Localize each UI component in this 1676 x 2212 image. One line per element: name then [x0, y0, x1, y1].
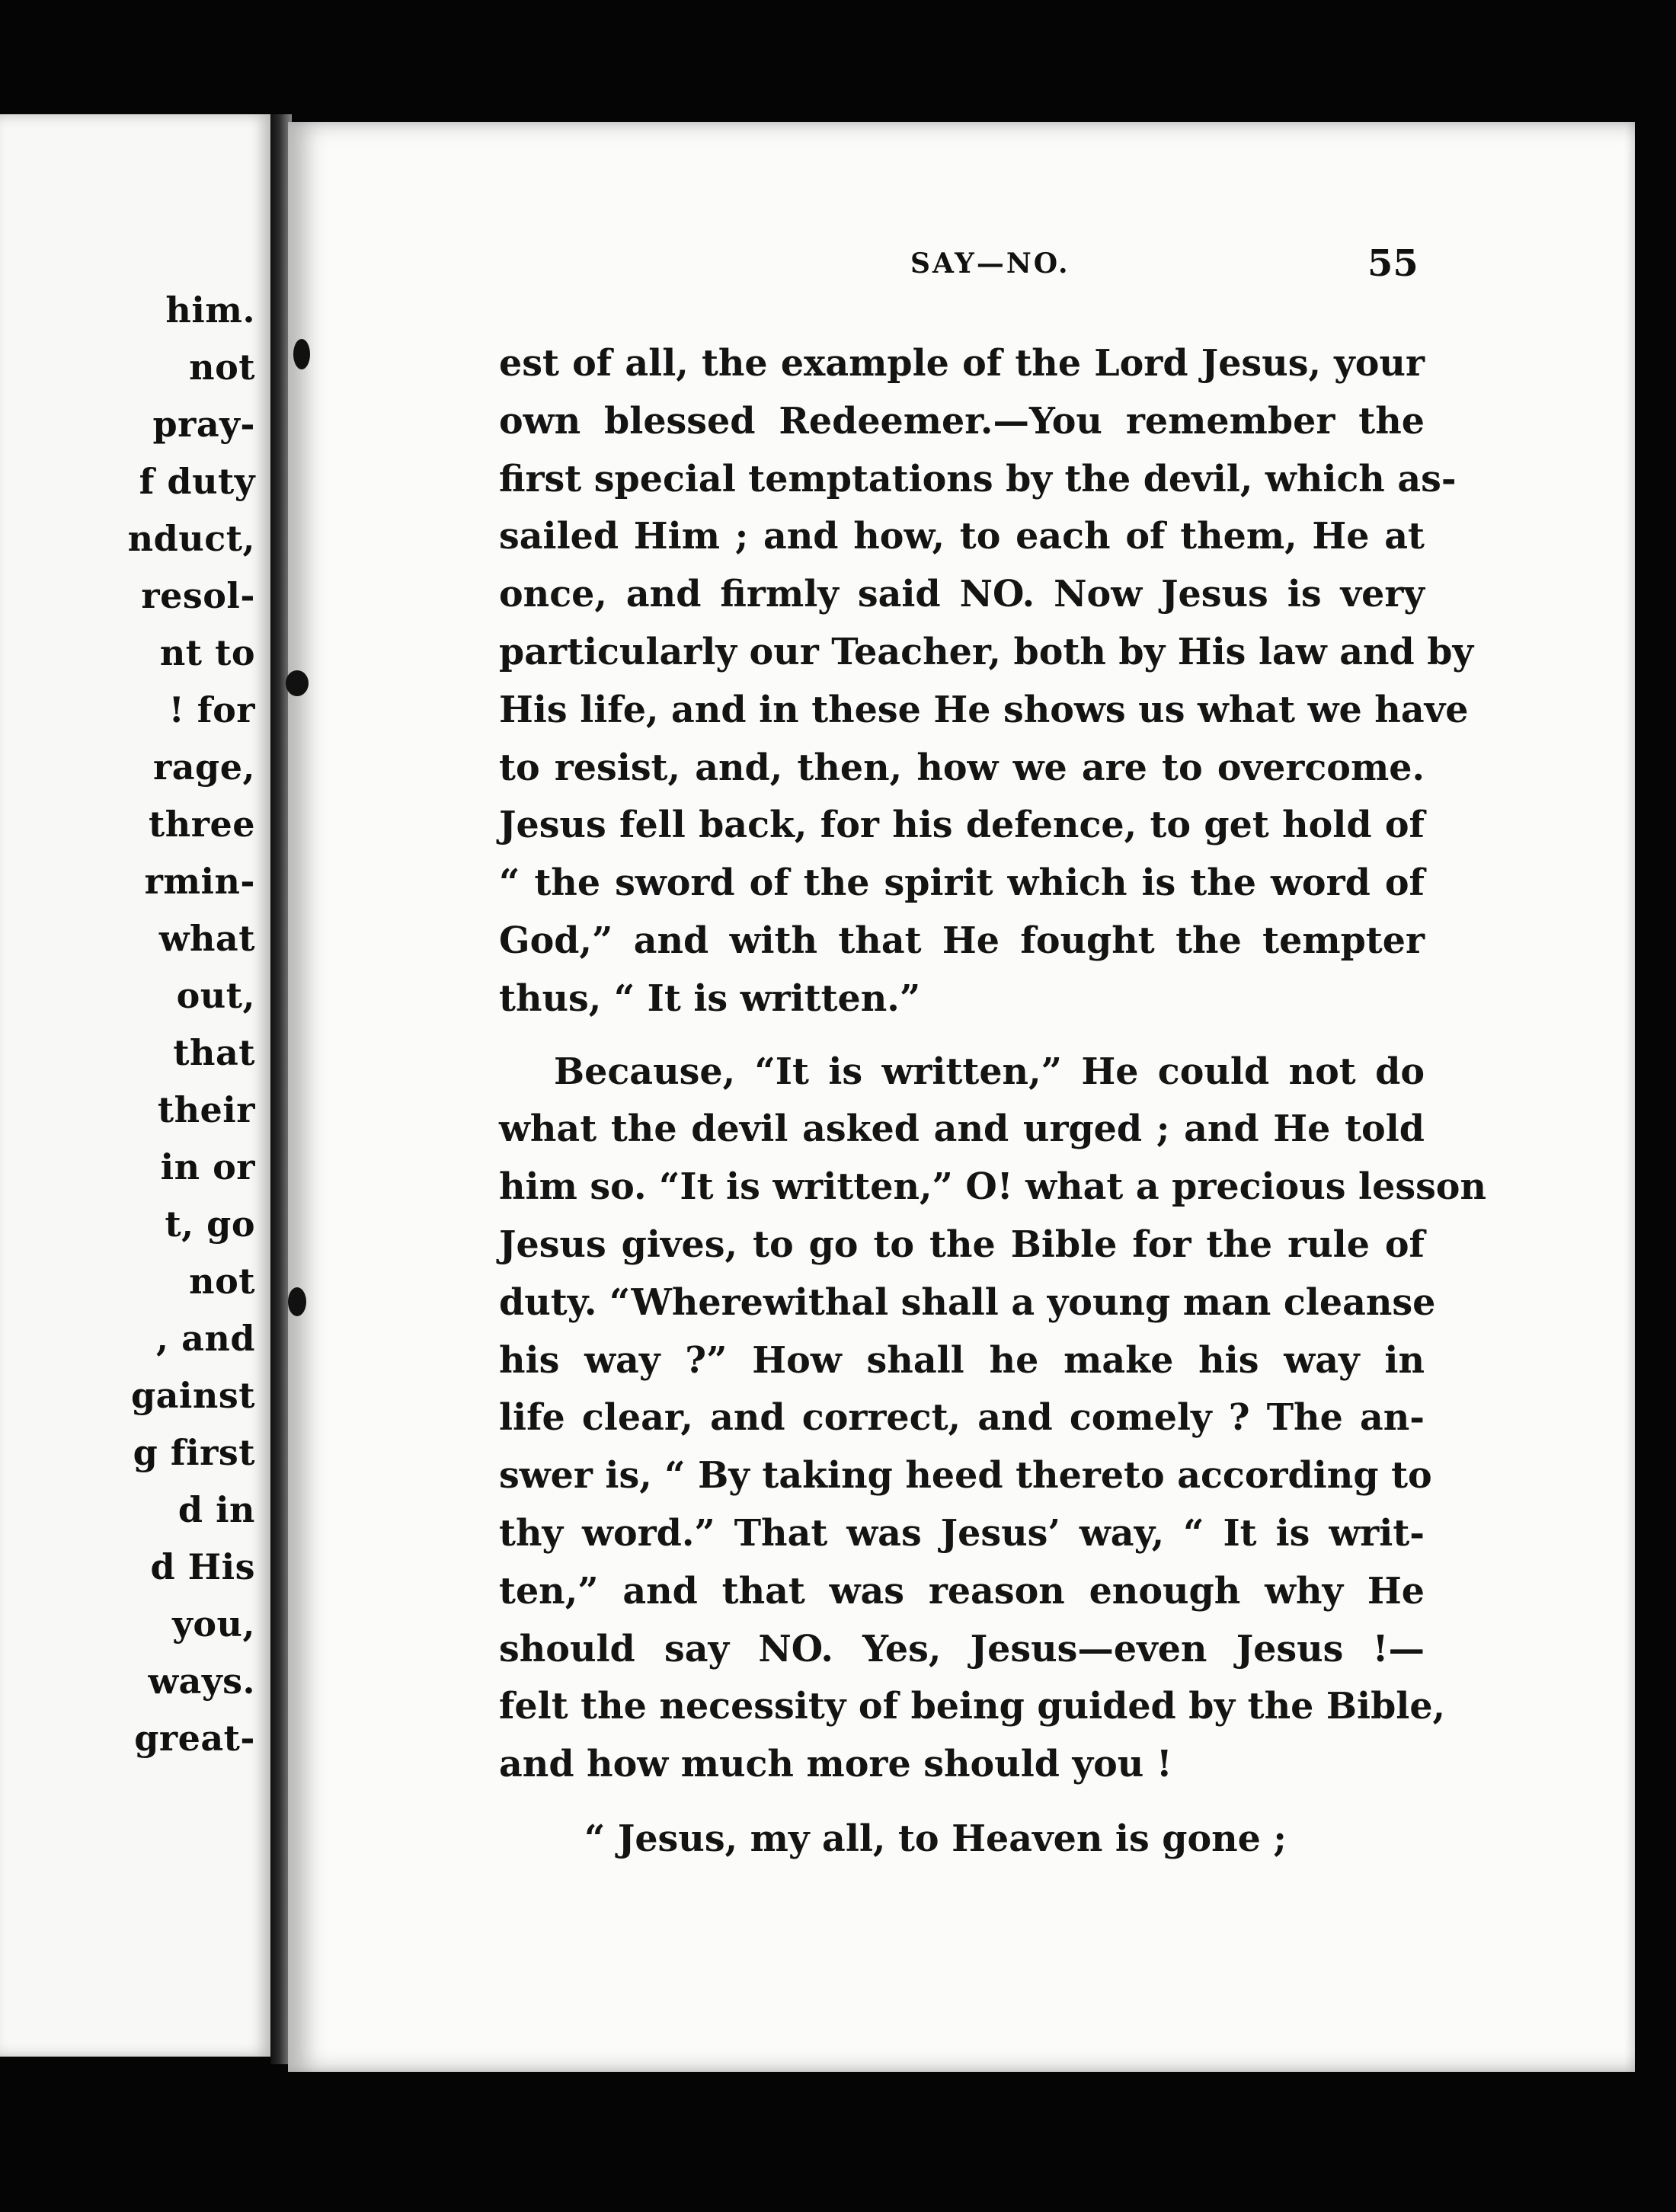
text-line: should say NO. Yes, Jesus—even Jesus !—	[499, 1627, 1425, 1670]
left-page-line: that	[173, 1032, 255, 1073]
text-line: once, and firmly said NO. Now Jesus is very	[499, 573, 1425, 616]
text-line: swer is, “ By taking heed thereto according to	[499, 1454, 1432, 1498]
left-page-line: their	[157, 1089, 255, 1130]
text-line: him so. “It is written,” O! what a precious lesson	[499, 1165, 1487, 1209]
text-line: “ the sword of the spirit which is the word of	[499, 861, 1425, 905]
text-line: felt the necessity of being guided by the Bible,	[499, 1685, 1446, 1728]
left-page-line: nt to	[159, 632, 255, 673]
text-line: Because, “It is written,” He could not do	[554, 1050, 1425, 1093]
text-line: thy word.” That was Jesus’ way, “ It is writ-	[499, 1511, 1425, 1555]
left-page-line: ways.	[148, 1661, 255, 1702]
left-page-line: not	[189, 347, 255, 388]
left-page-line: gainst	[130, 1375, 255, 1416]
text-line: life clear, and correct, and comely ? The an-	[499, 1396, 1425, 1440]
text-line: Jesus gives, to go to the Bible for the rule of	[499, 1223, 1425, 1266]
text-line: est of all, the example of the Lord Jesus, your	[499, 342, 1425, 385]
left-page-line: three	[149, 804, 255, 845]
binding-thread-mark	[288, 1287, 306, 1316]
text-line: own blessed Redeemer.—You remember the	[499, 399, 1425, 443]
left-page-line: pray-	[152, 404, 255, 445]
text-line: Jesus fell back, for his defence, to get hold of	[499, 804, 1425, 847]
running-head: SAY—NO.	[910, 248, 1070, 280]
verse-line: “ Jesus, my all, to Heaven is gone ;	[584, 1817, 1287, 1860]
left-page-line: what	[158, 918, 255, 959]
left-page-line: great-	[134, 1718, 255, 1759]
binding-thread-mark	[293, 339, 310, 369]
left-page-line: in or	[160, 1146, 255, 1188]
text-line: particularly our Teacher, both by His law and by	[499, 630, 1474, 673]
text-line: what the devil asked and urged ; and He told	[499, 1108, 1425, 1151]
left-page-line: you,	[172, 1603, 255, 1645]
text-line: His life, and in these He shows us what we have	[499, 688, 1469, 731]
left-page-line: rmin-	[144, 861, 255, 902]
left-page-line: not	[189, 1261, 255, 1302]
body-text	[499, 335, 1487, 1868]
text-line: God,” and with that He fought the tempter	[499, 919, 1425, 962]
text-line: his way ?” How shall he make his way in	[499, 1338, 1425, 1382]
left-page-line: out,	[176, 975, 255, 1016]
text-line: and how much more should you !	[499, 1743, 1172, 1786]
paragraph-2	[499, 1044, 1487, 1794]
left-page-line: f duty	[139, 461, 255, 502]
text-line: to resist, and, then, how we are to overcome.	[499, 746, 1425, 789]
text-line: thus, “ It is written.”	[499, 977, 921, 1020]
left-page-line: resol-	[141, 575, 255, 616]
left-page-line: ! for	[168, 689, 255, 730]
binding-thread-mark	[286, 670, 309, 696]
left-page-line: t, go	[165, 1203, 255, 1245]
left-facing-page	[0, 114, 270, 2057]
text-line: first special temptations by the devil, which as-	[499, 457, 1457, 500]
page-number: 55	[1367, 242, 1419, 285]
paragraph-gap	[499, 1028, 1425, 1044]
left-page-line: rage,	[153, 746, 255, 788]
paragraph-1	[499, 335, 1474, 1028]
left-page-line: , and	[156, 1318, 255, 1359]
left-page-line: d in	[178, 1489, 255, 1530]
left-page-line: nduct,	[127, 518, 255, 559]
left-page-line: g first	[133, 1432, 255, 1473]
left-page-line: d His	[150, 1546, 255, 1587]
text-line: ten,” and that was reason enough why He	[499, 1569, 1425, 1613]
text-line: sailed Him ; and how, to each of them, He at	[499, 515, 1425, 558]
text-line: duty. “Wherewithal shall a young man cleanse	[499, 1280, 1436, 1324]
left-page-line: him.	[165, 289, 255, 331]
